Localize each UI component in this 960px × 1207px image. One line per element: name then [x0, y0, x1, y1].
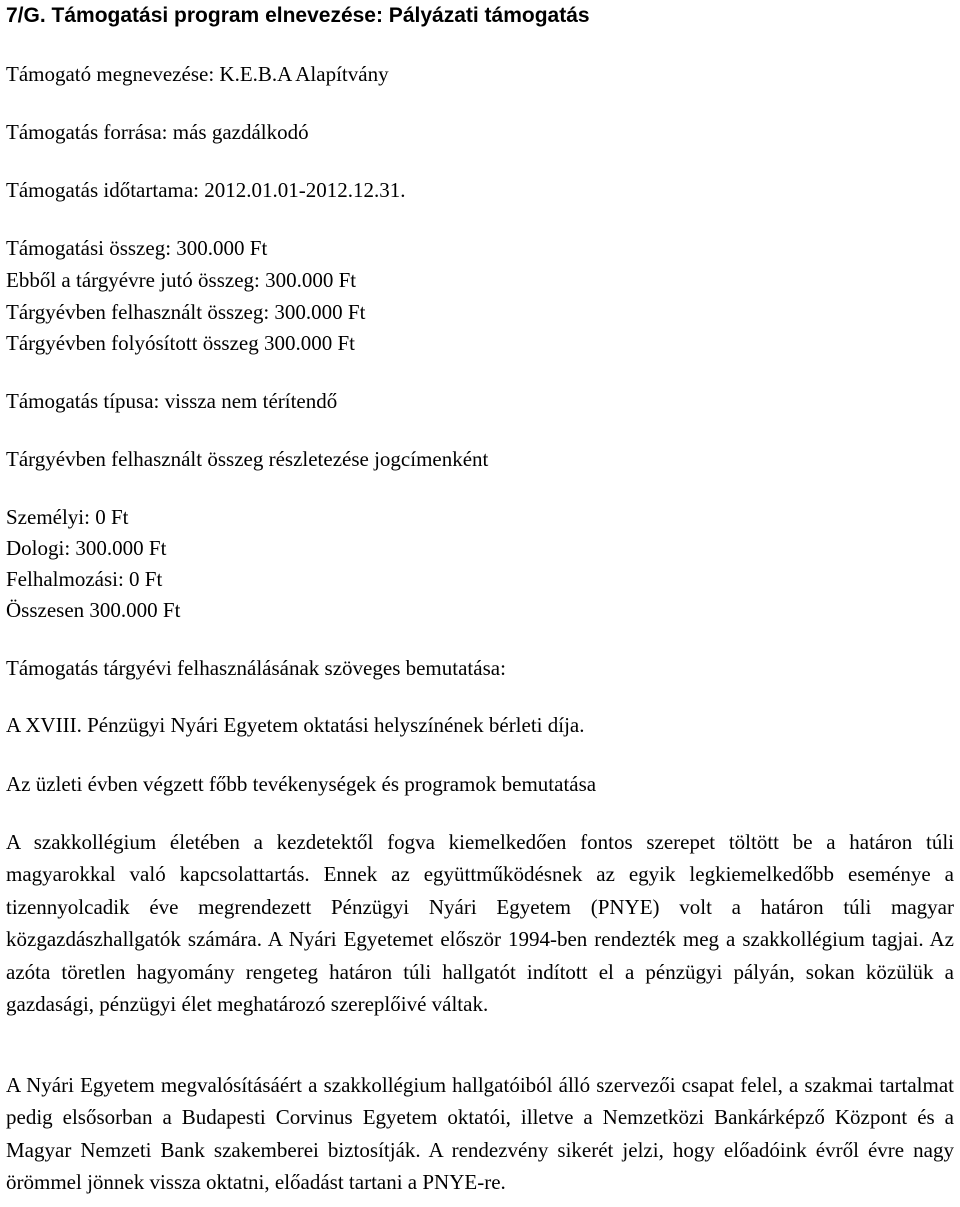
activities-paragraph: A szakkollégium életében a kezdetektől fogva kiemelkedően fontos szerepet töltött be a határon túli magyarokkal való kapcsolattartás. Ennek az együttműködésnek az egyik legkiemelkedőbb eseménye a tizennyolcadik éve megrendezett Pénzügyi Nyári Egyetem (PNYE) volt a határon túli magyar közgazdászhallgatók számára. A Nyári Egyetemet először 1994-ben rendezték meg a szakkollégium tagjai. Az azóta töretlen hagyomány rengeteg határon túli hallgatót indított el a pénzügyi pályán, sokan közülük a gazdasági, pénzügyi élet meghatározó szereplőivé váltak.: [6, 830, 954, 1017]
breakdown-personal: Személyi: 0 Ft: [6, 505, 129, 529]
support-type: Támogatás típusa: vissza nem térítendő: [6, 389, 338, 413]
breakdown-total: Összesen 300.000 Ft: [6, 598, 181, 622]
breakdown-capital: Felhalmozási: 0 Ft: [6, 567, 163, 591]
textual-presentation-title: Támogatás tárgyévi felhasználásának szöveges bemutatása:: [6, 656, 506, 680]
support-amount: Támogatási összeg: 300.000 Ft: [6, 236, 268, 260]
support-duration: Támogatás időtartama: 2012.01.01-2012.12.31.: [6, 178, 406, 202]
activities-paragraph: A Nyári Egyetem megvalósításáért a szakkollégium hallgatóiból álló szervezői csapat felel, a szakmai tartalmat pedig elsősorban a Budapesti Corvinus Egyetem oktatói, illetve a Nemzetközi Bankárképző Központ és a Magyar Nemzeti Bank szakemberei biztosítják. A rendezvény sikerét jelzi, hogy előadóink évről évre nagy örömmel jönnek vissza oktatni, előadást tartani a PNYE-re.: [6, 1073, 954, 1195]
textual-presentation-body: A XVIII. Pénzügyi Nyári Egyetem oktatási helyszínének bérleti díja.: [6, 713, 585, 737]
activities-title: Az üzleti évben végzett főbb tevékenységek és programok bemutatása: [6, 772, 597, 796]
support-source: Támogatás forrása: más gazdálkodó: [6, 120, 309, 144]
current-year-amount: Ebből a tárgyévre jutó összeg: 300.000 Ft: [6, 268, 357, 292]
sponsor-name: Támogató megnevezése: K.E.B.A Alapítvány: [6, 62, 389, 86]
section-heading: 7/G. Támogatási program elnevezése: Pályázati támogatás: [6, 4, 590, 27]
breakdown-material: Dologi: 300.000 Ft: [6, 536, 167, 560]
breakdown-title: Tárgyévben felhasznált összeg részletezése jogcímenként: [6, 447, 489, 471]
used-amount: Tárgyévben felhasznált összeg: 300.000 Ft: [6, 300, 366, 324]
disbursed-amount: Tárgyévben folyósított összeg 300.000 Ft: [6, 331, 355, 355]
